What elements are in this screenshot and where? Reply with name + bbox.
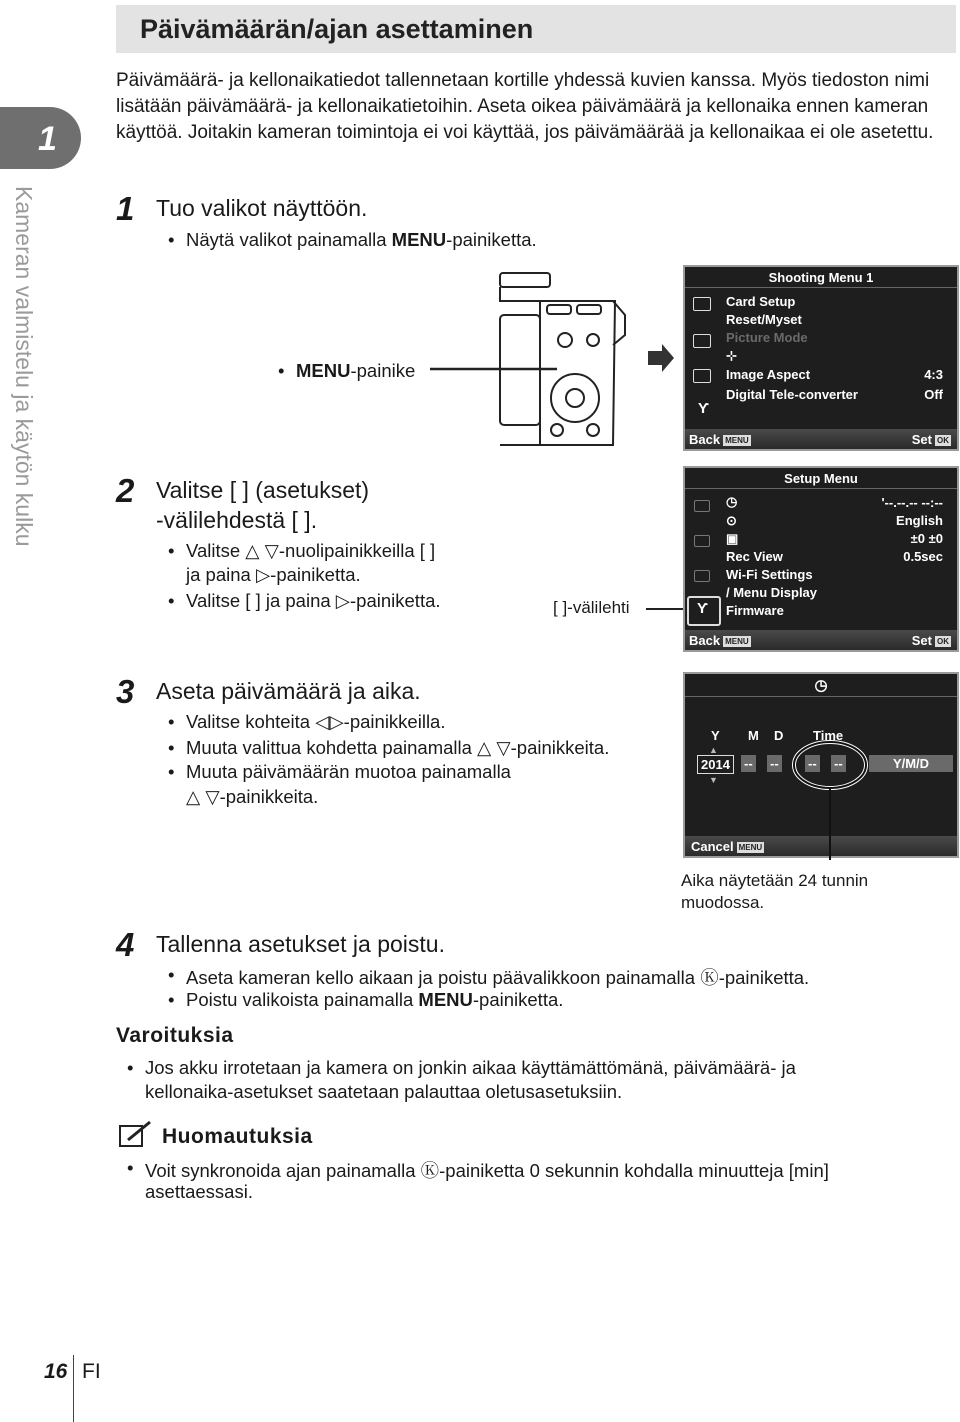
screen2-value: English [896, 513, 943, 528]
back-label: Back [689, 633, 721, 648]
camera-2-icon [694, 535, 710, 547]
setup-tab-callout: [ ]-välilehti [553, 598, 630, 617]
step-4-title: Tallenna asetukset ja poistu. [156, 931, 445, 957]
screen2-value: ±0 ±0 [910, 531, 943, 546]
page-language: FI [82, 1360, 101, 1383]
time-col: Time [813, 728, 844, 743]
screen1-item-icon[interactable]: ⊹ [726, 348, 737, 363]
ok-badge: OK [937, 637, 949, 647]
cancel-button[interactable] [691, 839, 764, 854]
step-4-bullet-2-pre: Poistu valikoista painamalla [186, 989, 419, 1010]
warnings-text-line2: kellonaika-asetukset saatetaan palauttaa oletusasetuksiin. [145, 1081, 623, 1102]
chapter-number: 1 [38, 120, 57, 158]
camera-1-icon [694, 500, 710, 512]
screen2-item[interactable]: Firmware [726, 603, 784, 618]
cancel-label: Cancel [691, 839, 734, 854]
screen1-bottom-bar [685, 429, 957, 449]
setup-tab-callout-line [646, 608, 684, 610]
back-label: Back [689, 432, 721, 447]
up-arrow-icon: ▲ [709, 745, 718, 755]
chapter-side-label [10, 186, 70, 636]
step-3-bullet-1: • Valitse kohteita ◁▷-painikkeilla. [186, 711, 445, 733]
chapter-side-label-text: Kameran valmistelu ja käytön kulku [11, 186, 37, 547]
step-3-bullet-3: • Muuta päivämäärän muotoa painamalla [186, 761, 511, 783]
screen1-item[interactable]: Picture Mode [726, 330, 808, 345]
step-3-number: 3 [116, 673, 135, 710]
screen2-item[interactable]: Wi-Fi Settings [726, 567, 813, 582]
menu-badge: MENU [725, 436, 749, 446]
wrench-icon: Ƴ [697, 600, 709, 617]
callout-rest: -painike [350, 360, 416, 381]
date-format-field[interactable]: Y/M/D [869, 755, 953, 772]
screen2-bottom-bar [685, 630, 957, 650]
day-col: D [774, 728, 784, 743]
year-col: Y [711, 728, 720, 743]
menu-badge: MENU [725, 637, 749, 647]
playback-icon [694, 570, 710, 582]
step-1-bullet-pre: Näytä valikot painamalla [186, 229, 392, 250]
time-note-line1: Aika näytetään 24 tunnin [681, 871, 869, 890]
clock-icon[interactable]: ◷ [726, 494, 738, 509]
warnings-heading: Varoituksia [116, 1024, 234, 1047]
back-button[interactable] [689, 432, 751, 447]
arrow-right-icon [646, 343, 676, 373]
screen2-item[interactable]: / Menu Display [726, 585, 818, 600]
language-icon[interactable]: ⊙ [726, 513, 737, 528]
year-field[interactable]: 2014 [697, 755, 734, 774]
screen2-title: Setup Menu [784, 471, 858, 486]
intro-text: Päivämäärä- ja kellonaikatiedot tallennetaan kortille yhdessä kuvien kanssa. Myös tiedoston nimi lisätään päivämäärä- ja kellonaikatietoihin. Aseta oikea päivämäärä ja kellonaika ennen kameran käyttöä. Joitakin kameran toimintoja ei voi käyttää, jos päivämäärää ja kellonaikaa ei ole asetettu. [116, 70, 934, 143]
mode-dial [500, 273, 550, 287]
step-1-number: 1 [116, 190, 135, 227]
screen2-item[interactable]: Rec View [726, 549, 783, 564]
menu-button-callout [296, 360, 415, 382]
setup-menu-screen [683, 466, 959, 652]
callout-menu-word: MENU [296, 360, 351, 381]
back-button[interactable] [689, 633, 751, 648]
screen2-value: 0.5sec [903, 549, 943, 564]
monitor-adjust-icon[interactable]: ▣ [726, 531, 739, 546]
menu-word: MENU [418, 989, 473, 1010]
menu-button [558, 333, 572, 347]
notes-text-line2: asettaessasi. [145, 1181, 253, 1202]
step-3-title: Aseta päivämäärä ja aika. [156, 678, 421, 704]
menu-word: MENU [391, 229, 447, 250]
wrench-icon: Ƴ [698, 400, 710, 417]
step-2-bullet-1: • Valitse △ ▽-nuolipainikkeilla [ ] [186, 540, 435, 562]
camera-body [500, 287, 615, 445]
page-title-bar [116, 5, 956, 53]
screen1-item[interactable]: Card Setup [726, 294, 796, 309]
month-field[interactable]: -- [741, 755, 756, 772]
step-4-bullet-1: • Aseta kameran kello aikaan ja poistu päävalikkoon painamalla Ⓚ-painiketta. [186, 964, 809, 990]
step-2-bullet-2: • Valitse [ ] ja paina ▷-painiketta. [186, 590, 441, 612]
page-title: Päivämäärän/ajan asettaminen [140, 14, 534, 44]
camera-1-icon [693, 297, 711, 311]
step-4-number: 4 [116, 926, 135, 963]
clock-icon: ◷ [814, 677, 828, 694]
set-label: Set [911, 432, 932, 447]
screen1-value: Off [924, 387, 943, 402]
set-button[interactable] [912, 633, 951, 648]
set-label: Set [911, 633, 932, 648]
menu-badge: MENU [738, 843, 763, 853]
step-3-bullet-2: • Muuta valittua kohdetta painamalla △ ▽-painikkeita. [186, 737, 609, 759]
step-1-title: Tuo valikot näyttöön. [156, 195, 368, 221]
arrow-pad [551, 374, 599, 422]
shooting-menu-screen [683, 265, 959, 451]
step-4-bullet-2-post: -painiketta. [472, 989, 564, 1010]
step-1-bullet-post: -painiketta. [446, 229, 537, 250]
minute-field[interactable]: -- [831, 755, 846, 772]
ok-badge: OK [937, 436, 949, 446]
camera-2-icon [693, 334, 711, 348]
notes-text-line1: • Voit synkronoida ajan painamalla Ⓚ-painiketta 0 sekunnin kohdalla minuutteja [min] [145, 1157, 829, 1183]
note-pencil-icon [118, 1120, 154, 1150]
set-button[interactable] [912, 432, 951, 447]
hour-field[interactable]: -- [805, 755, 820, 772]
playback-icon [693, 369, 711, 383]
step-3-bullet-3-cont: △ ▽-painikkeita. [186, 786, 319, 807]
step-1-bullet [186, 229, 537, 251]
month-col: M [748, 728, 759, 743]
step-2-title-line2: -välilehdestä [ ]. [156, 507, 318, 533]
page-number: 16 [44, 1360, 68, 1383]
step-2-title-line1: Valitse [ ] (asetukset) [156, 477, 370, 503]
time-callout-ellipse [790, 735, 870, 865]
chapter-tab [0, 107, 81, 169]
warnings-text-line1: • Jos akku irrotetaan ja kamera on jonkin aikaa käyttämättömänä, päivämäärä- ja [145, 1057, 796, 1079]
screen1-item[interactable]: Digital Tele-converter [726, 387, 858, 402]
notes-heading: Huomautuksia [162, 1125, 313, 1148]
screen2-value: '--.--.-- --:-- [881, 495, 943, 510]
step-2-number: 2 [116, 472, 135, 509]
step-2-bullet-1-cont: ja paina ▷-painiketta. [186, 564, 361, 585]
footer-divider [73, 1355, 74, 1422]
step-4-bullet-2 [186, 989, 563, 1011]
day-field[interactable]: -- [767, 755, 782, 772]
screen1-item[interactable]: Reset/Myset [726, 312, 802, 327]
time-note-line2: muodossa. [681, 893, 765, 912]
screen1-value: 4:3 [924, 367, 943, 382]
screen1-title: Shooting Menu 1 [768, 270, 874, 285]
down-arrow-icon: ▼ [709, 775, 718, 785]
screen1-item[interactable]: Image Aspect [726, 367, 811, 382]
